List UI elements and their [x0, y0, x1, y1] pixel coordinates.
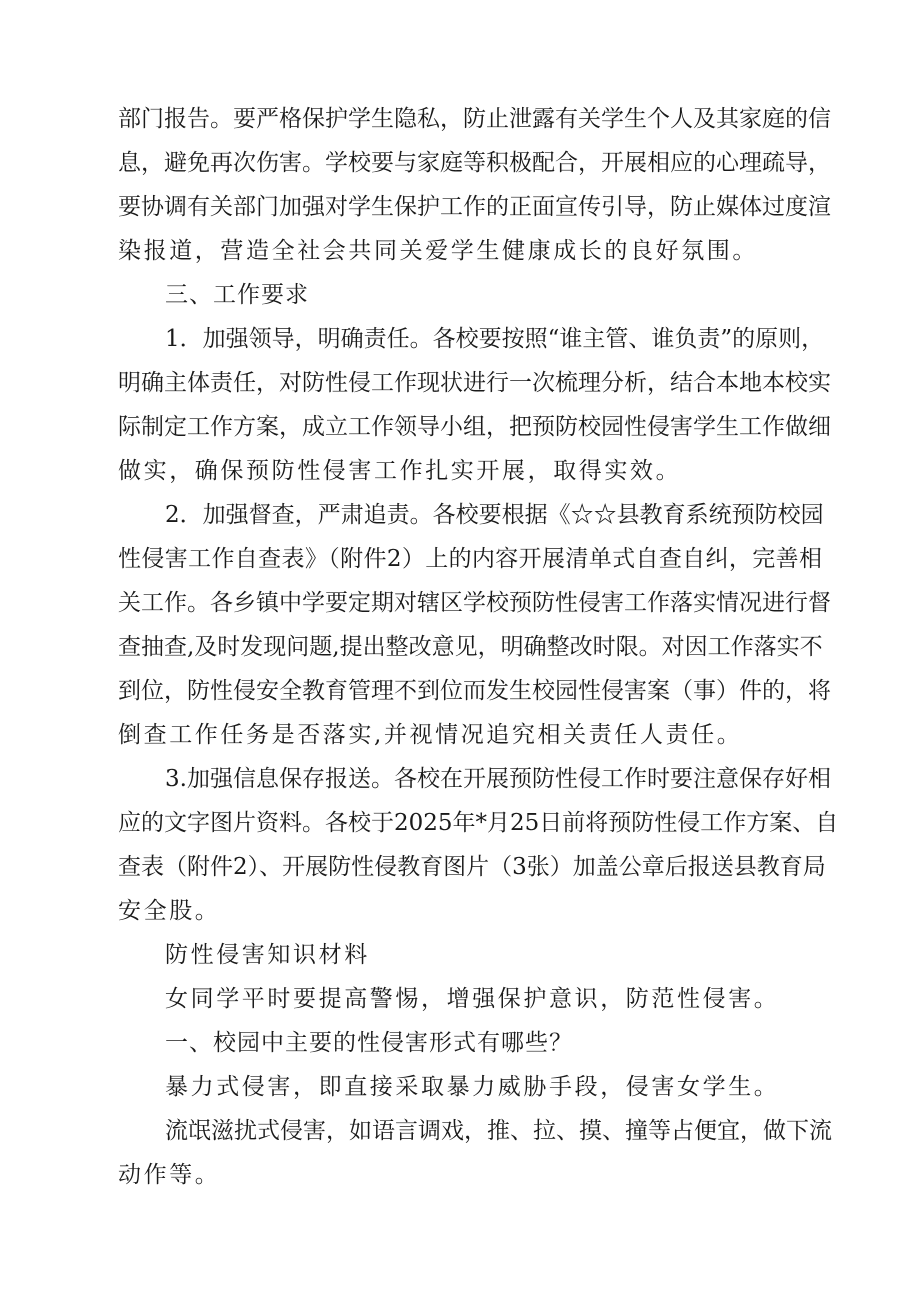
- paragraph-line: 1．加强领导，明确责任。各校要按照“谁主管、谁负责”的原则，: [165, 326, 825, 352]
- paragraph-line: 2．加强督查，严肃追责。各校要根据《☆☆县教育系统预防校园: [165, 502, 824, 528]
- paragraph-line: 部门报告。要严格保护学生隐私，防止泄露有关学生个人及其家庭的信: [118, 106, 831, 132]
- paragraph-line: 女同学平时要提高警惕，增强保护意识，防范性侵害。: [165, 986, 780, 1012]
- section-heading: 一、校园中主要的性侵害形式有哪些？: [165, 1030, 573, 1056]
- paragraph-line: 到位，防性侵安全教育管理不到位而发生校园性侵害案（事）件的，将: [118, 678, 831, 704]
- paragraph-line: 做实，确保预防性侵害工作扎实开展，取得实效。: [118, 458, 682, 484]
- paragraph-line: 际制定工作方案，成立工作领导小组，把预防校园性侵害学生工作做细: [118, 414, 831, 440]
- paragraph-line: 倒查工作任务是否落实,并视情况追究相关责任人责任。: [118, 722, 743, 748]
- paragraph-line: 3.加强信息保存报送。各校在开展预防性侵工作时要注意保存好相: [165, 766, 831, 792]
- paragraph-line: 暴力式侵害，即直接采取暴力威胁手段，侵害女学生。: [165, 1074, 780, 1100]
- paragraph-line: 要协调有关部门加强对学生保护工作的正面宣传引导，防止媒体过度渲: [118, 194, 831, 220]
- paragraph-line: 查表（附件2）、开展防性侵教育图片（3张）加盖公章后报送县教育局: [118, 854, 826, 880]
- paragraph-line: 性侵害工作自查表》（附件2）上的内容开展清单式自查自纠，完善相: [118, 546, 822, 572]
- paragraph-line: 流氓滋扰式侵害，如语言调戏，推、拉、摸、撞等占便宜，做下流: [165, 1118, 832, 1144]
- paragraph-line: 息，避免再次伤害。学校要与家庭等积极配合，开展相应的心理疏导，: [118, 150, 831, 176]
- paragraph-line: 应的文字图片资料。各校于2025年*月25日前将预防性侵工作方案、自: [118, 810, 839, 836]
- paragraph-line: 明确主体责任，对防性侵工作现状进行一次梳理分析，结合本地本校实: [118, 370, 831, 396]
- paragraph-line: 动作等。: [118, 1162, 221, 1188]
- section-heading: 三、工作要求: [165, 282, 309, 308]
- paragraph-line: 染报道，营造全社会共同关爱学生健康成长的良好氛围。: [118, 238, 758, 264]
- paragraph-line: 防性侵害知识材料: [165, 942, 370, 968]
- paragraph-line: 关工作。各乡镇中学要定期对辖区学校预防性侵害工作落实情况进行督: [118, 590, 831, 616]
- paragraph-line: 安全股。: [118, 898, 221, 924]
- paragraph-line: 查抽查,及时发现问题,提出整改意见，明确整改时限。对因工作落实不: [118, 634, 823, 660]
